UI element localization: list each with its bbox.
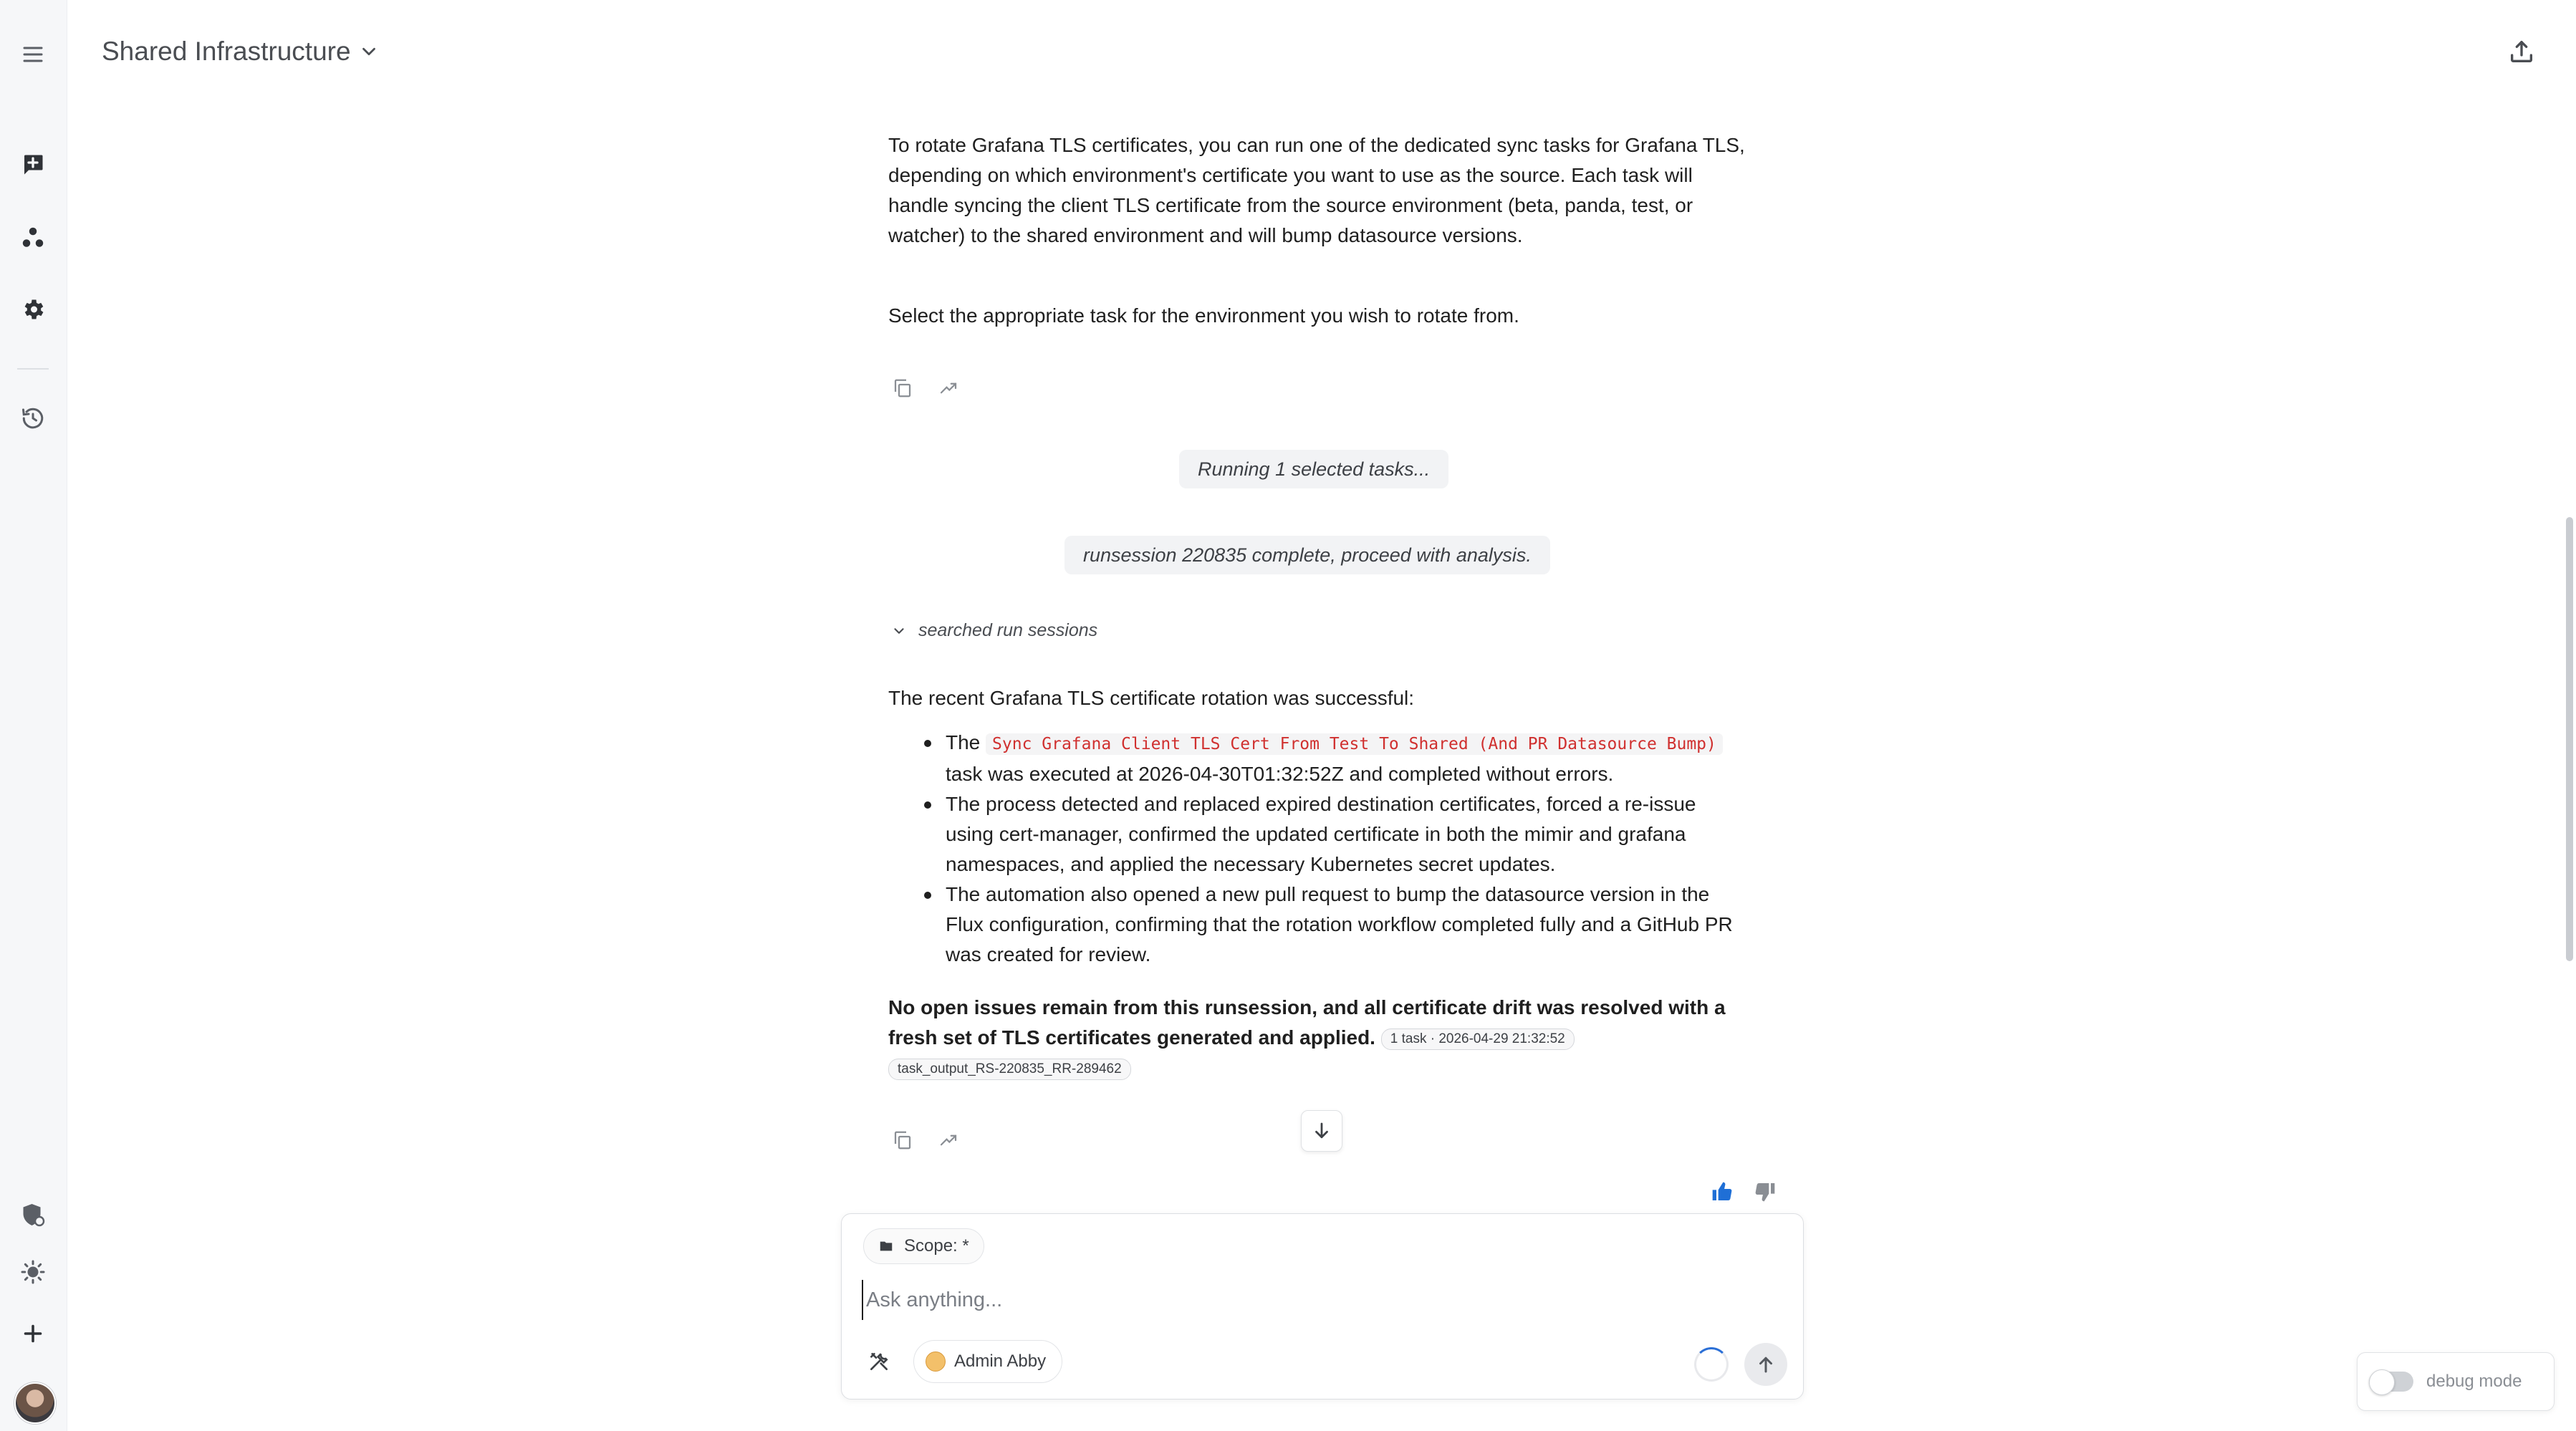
summary-paragraph	[888, 993, 1762, 1083]
shield-icon[interactable]	[14, 1196, 52, 1233]
list-item	[888, 728, 1748, 789]
thumbs-up-icon[interactable]	[1708, 1177, 1736, 1206]
assistant-intro-paragraph: To rotate Grafana TLS certificates, you can run one of the dedicated sync tasks for Grafana TLS, depending on which environment's certificate you want to use as the source. Each task will handle syncing the client TLS certificate from the source environment (beta, panda, test, or watcher) to the shared environment and will bump datasource versions.	[888, 134, 1745, 246]
scope-selector[interactable]	[863, 1228, 984, 1264]
task-count-chip[interactable]: 1 task · 2026-04-29 21:32:52	[1381, 1028, 1575, 1050]
collapsed-section-label: searched run sessions	[918, 620, 1098, 640]
menu-icon[interactable]	[14, 36, 52, 73]
tools-button[interactable]	[863, 1346, 895, 1377]
status-complete-pill: runsession 220835 complete, proceed with analysis.	[1064, 536, 1550, 574]
message-actions	[888, 1126, 963, 1155]
share-icon[interactable]	[934, 1126, 963, 1155]
new-chat-icon[interactable]	[14, 146, 52, 183]
agent-name: Admin Abby	[954, 1352, 1047, 1371]
workspace-title: Shared Infrastructure	[102, 37, 351, 66]
thumbs-down-icon[interactable]	[1751, 1177, 1779, 1206]
agent-selector[interactable]	[913, 1340, 1062, 1383]
upload-icon	[2507, 37, 2536, 66]
task-output-chip[interactable]: task_output_RS-220835_RR-289462	[888, 1059, 1131, 1080]
user-avatar[interactable]	[14, 1382, 56, 1424]
plus-icon[interactable]	[14, 1315, 52, 1352]
nodes-icon[interactable]	[14, 219, 52, 256]
bullet-suffix: task was executed at 2026-04-30T01:32:52Z and completed without errors.	[946, 763, 1614, 785]
list-item: The process detected and replaced expired destination certificates, forced a re-issue using cert-manager, confirmed the updated certificate in both the mimir and grafana namespaces, and applied the necessary Kubernetes secret updates.	[888, 789, 1748, 880]
sun-icon[interactable]	[14, 1253, 52, 1291]
agent-avatar-icon	[926, 1352, 946, 1372]
share-icon[interactable]	[934, 374, 963, 403]
task-name-code: Sync Grafana Client TLS Cert From Test To Shared (And PR Datasource Bump)	[986, 733, 1723, 755]
result-list	[888, 728, 1748, 970]
folder-icon	[878, 1238, 894, 1254]
toggle-switch[interactable]	[2369, 1372, 2413, 1392]
chat-composer	[841, 1213, 1804, 1399]
debug-mode-toggle[interactable]	[2357, 1352, 2555, 1411]
message-actions	[888, 374, 963, 403]
list-item: The automation also opened a new pull request to bump the datasource version in the Flux configuration, confirming that the rotation workflow completed fully and a GitHub PR was created for review.	[888, 880, 1748, 970]
summary-text: No open issues remain from this runsession, and all certificate drift was resolved with a fresh set of TLS certificates generated and applied.	[888, 996, 1726, 1049]
gear-icon[interactable]	[14, 291, 52, 328]
debug-mode-label: debug mode	[2426, 1372, 2522, 1391]
assistant-instruction-paragraph: Select the appropriate task for the environment you wish to rotate from.	[888, 304, 1519, 327]
history-icon[interactable]	[14, 400, 52, 437]
scroll-to-bottom-button[interactable]	[1301, 1110, 1342, 1152]
result-heading: The recent Grafana TLS certificate rotation was successful:	[888, 687, 1415, 709]
loading-spinner	[1694, 1347, 1729, 1382]
scrollbar-thumb[interactable]	[2566, 517, 2573, 961]
sidebar	[0, 0, 67, 1431]
workspace-selector[interactable]	[102, 32, 380, 72]
bullet-prefix: The	[946, 731, 981, 753]
status-running-pill: Running 1 selected tasks...	[1179, 450, 1448, 488]
copy-icon[interactable]	[888, 1126, 917, 1155]
send-button[interactable]	[1744, 1343, 1787, 1386]
chevron-down-icon	[891, 623, 907, 639]
export-button[interactable]	[2501, 32, 2542, 72]
arrow-up-icon	[1755, 1354, 1777, 1375]
copy-icon[interactable]	[888, 374, 917, 403]
sidebar-divider	[17, 368, 49, 370]
ask-input[interactable]	[862, 1280, 1779, 1320]
arrow-down-icon	[1311, 1120, 1332, 1142]
chevron-down-icon	[358, 41, 380, 62]
searched-sessions-toggle[interactable]	[891, 620, 1097, 641]
scope-label: Scope: *	[904, 1236, 969, 1256]
tools-icon	[868, 1350, 890, 1373]
